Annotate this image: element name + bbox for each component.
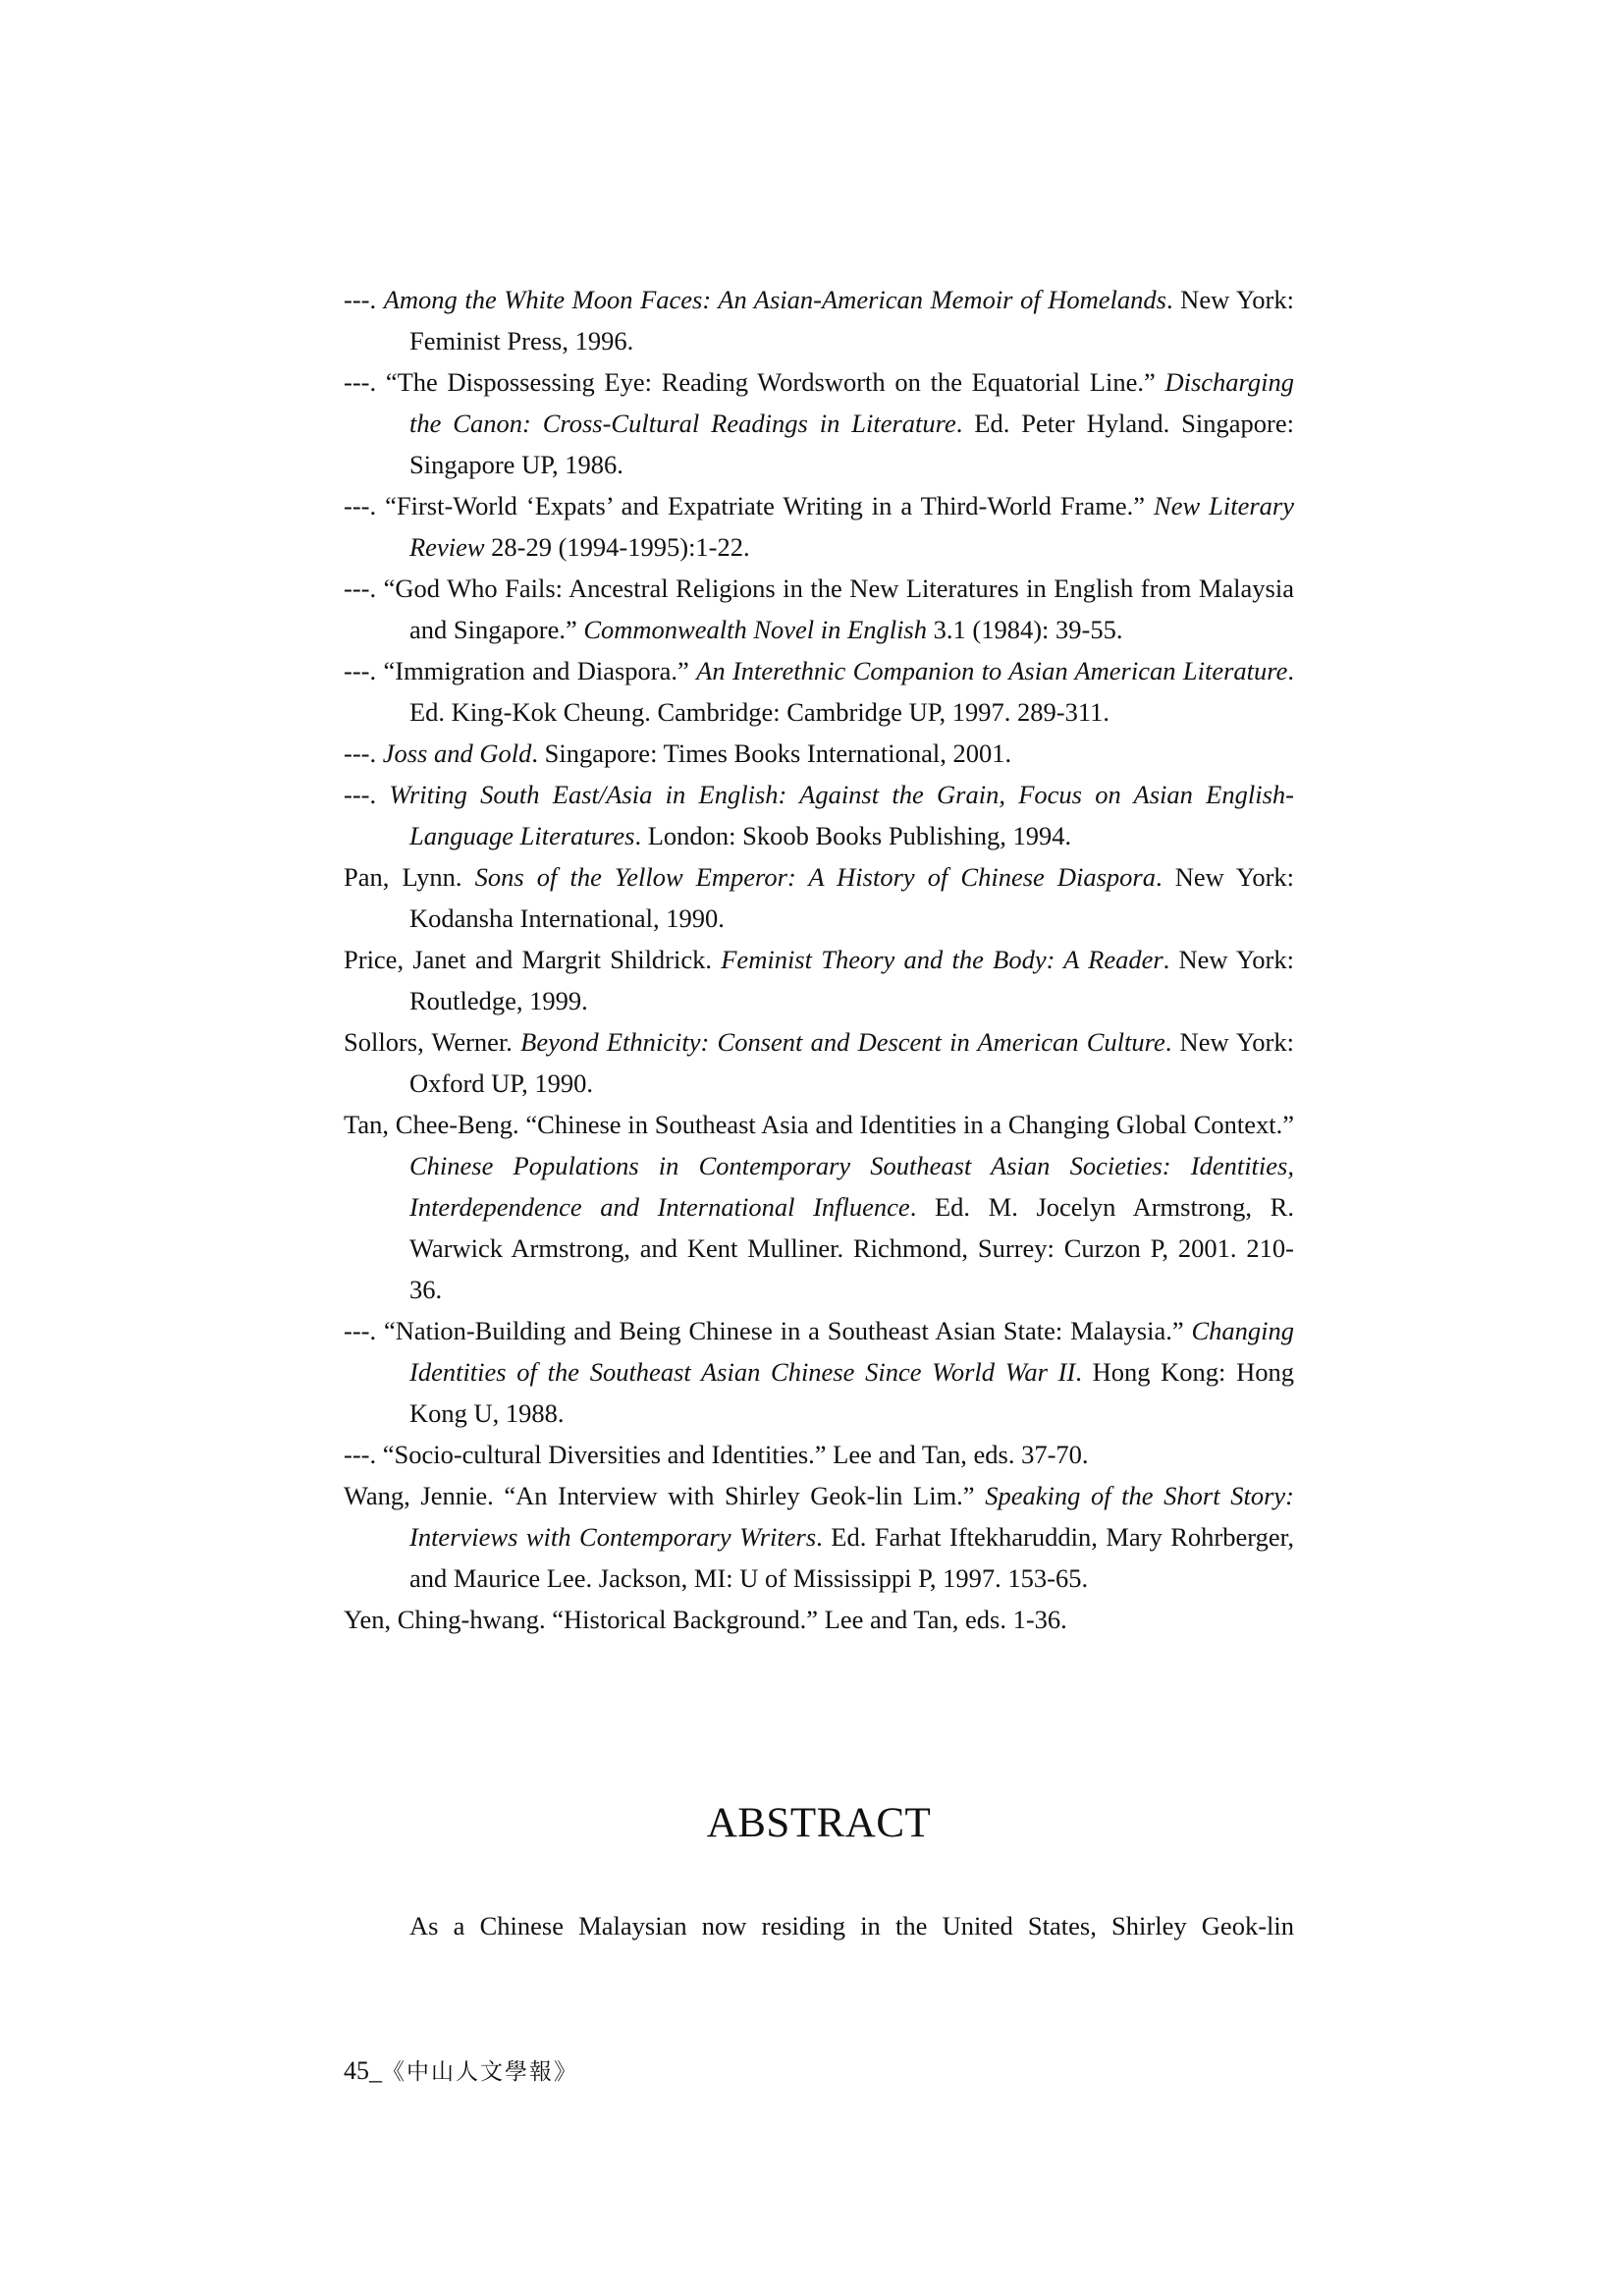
- works-cited-list: [344, 279, 1294, 1640]
- reference-title: Feminist Theory and the Body: A Reader: [721, 945, 1163, 974]
- reference-text: 28-29 (1994-1995):1-22.: [484, 532, 750, 562]
- reference-text: Tan, Chee-Beng. “Chinese in Southeast Asia and Identities in a Changing Global Context.”: [344, 1110, 1294, 1139]
- reference-entry: [344, 485, 1294, 568]
- reference-text: Sollors, Werner.: [344, 1027, 521, 1057]
- reference-entry: [344, 856, 1294, 939]
- reference-entry: [344, 279, 1294, 361]
- reference-title: New Literary Review: [409, 491, 1294, 562]
- reference-text: ---. “First-World ‘Expats’ and Expatriate Writing in a Third-World Frame.”: [344, 491, 1155, 520]
- abstract-paragraph: As a Chinese Malaysian now residing in the United States, Shirley Geok-lin: [409, 1911, 1294, 1941]
- reference-text: ---. “Nation-Building and Being Chinese in a Southeast Asian State: Malaysia.”: [344, 1316, 1192, 1345]
- reference-text: . Ed. King-Kok Cheung. Cambridge: Cambridge UP, 1997. 289-311.: [409, 656, 1294, 727]
- abstract-heading: ABSTRACT: [706, 1800, 932, 1846]
- reference-title: Chinese Populations in Contemporary Southeast Asian Societies: Identities, Interdependence and International Influence: [409, 1151, 1294, 1222]
- reference-title: Sons of the Yellow Emperor: A History of Chinese Diaspora: [474, 862, 1156, 892]
- reference-text: . Ed. M. Jocelyn Armstrong, R. Warwick Armstrong, and Kent Mulliner. Richmond, Surrey: Curzon P, 2001. 210-36.: [409, 1192, 1294, 1304]
- reference-title: An Interethnic Companion to Asian American Literature: [696, 656, 1288, 685]
- reference-text: Price, Janet and Margrit Shildrick.: [344, 945, 722, 974]
- reference-text: ---. “Socio-cultural Diversities and Identities.” Lee and Tan, eds. 37-70.: [344, 1440, 1089, 1469]
- reference-text: Wang, Jennie. “An Interview with Shirley Geok-lin Lim.”: [344, 1481, 986, 1510]
- reference-title: Joss and Gold: [382, 738, 532, 768]
- reference-entry: [344, 1104, 1294, 1310]
- reference-title: Discharging the Canon: Cross-Cultural Readings in Literature: [409, 367, 1294, 438]
- reference-text: ---. “Immigration and Diaspora.”: [344, 656, 697, 685]
- reference-entry: [344, 1021, 1294, 1104]
- reference-entry: [344, 361, 1294, 485]
- reference-text: . Hong Kong: Hong Kong U, 1988.: [409, 1357, 1294, 1428]
- reference-title: Changing Identities of the Southeast Asian Chinese Since World War II: [409, 1316, 1294, 1387]
- reference-entry: [344, 1475, 1294, 1599]
- reference-text: Pan, Lynn.: [344, 862, 475, 892]
- reference-text: ---. “The Dispossessing Eye: Reading Wordsworth on the Equatorial Line.”: [344, 367, 1165, 397]
- reference-title: Writing South East/Asia in English: Against the Grain, Focus on Asian English-Language Literatures: [389, 780, 1294, 850]
- reference-text: ---.: [344, 285, 384, 314]
- reference-text: ---.: [344, 780, 390, 809]
- reference-text: . London: Skoob Books Publishing, 1994.: [634, 821, 1072, 850]
- reference-text: . New York: Kodansha International, 1990.: [409, 862, 1295, 933]
- reference-entry: [344, 733, 1294, 774]
- reference-text: Yen, Ching-hwang. “Historical Background.” Lee and Tan, eds. 1-36.: [344, 1605, 1067, 1634]
- reference-entry: [344, 939, 1294, 1021]
- reference-entry: [344, 568, 1294, 650]
- reference-entry: [344, 650, 1294, 733]
- reference-text: . New York: Oxford UP, 1990.: [409, 1027, 1294, 1098]
- reference-text: . Singapore: Times Books International, 2001.: [531, 738, 1012, 768]
- reference-title: Commonwealth Novel in English: [583, 615, 927, 644]
- reference-title: Among the White Moon Faces: An Asian-American Memoir of Homelands: [383, 285, 1166, 314]
- reference-entry: [344, 1599, 1294, 1640]
- reference-text: ---.: [344, 738, 383, 768]
- reference-title: Beyond Ethnicity: Consent and Descent in American Culture: [520, 1027, 1165, 1057]
- reference-text: . New York: Routledge, 1999.: [409, 945, 1294, 1015]
- reference-entry: [344, 1310, 1294, 1434]
- reference-text: . Ed. Farhat Iftekharuddin, Mary Rohrberger, and Maurice Lee. Jackson, MI: U of Mississippi P, 1997. 153-65.: [409, 1522, 1294, 1593]
- page-footer: [344, 2056, 578, 2087]
- reference-text: ---. “God Who Fails: Ancestral Religions in the New Literatures in English from Malaysia and Singapore.”: [344, 574, 1294, 644]
- reference-title: Speaking of the Short Story: Interviews with Contemporary Writers: [409, 1481, 1294, 1552]
- reference-text: 3.1 (1984): 39-55.: [927, 615, 1123, 644]
- journal-title: 《中山人文學報》: [382, 2059, 578, 2085]
- reference-entry: [344, 1434, 1294, 1475]
- reference-entry: [344, 774, 1294, 856]
- reference-text: . Ed. Peter Hyland. Singapore: Singapore UP, 1986.: [409, 409, 1294, 479]
- reference-text: . New York: Feminist Press, 1996.: [409, 285, 1294, 355]
- page-number: 45_: [344, 2056, 382, 2085]
